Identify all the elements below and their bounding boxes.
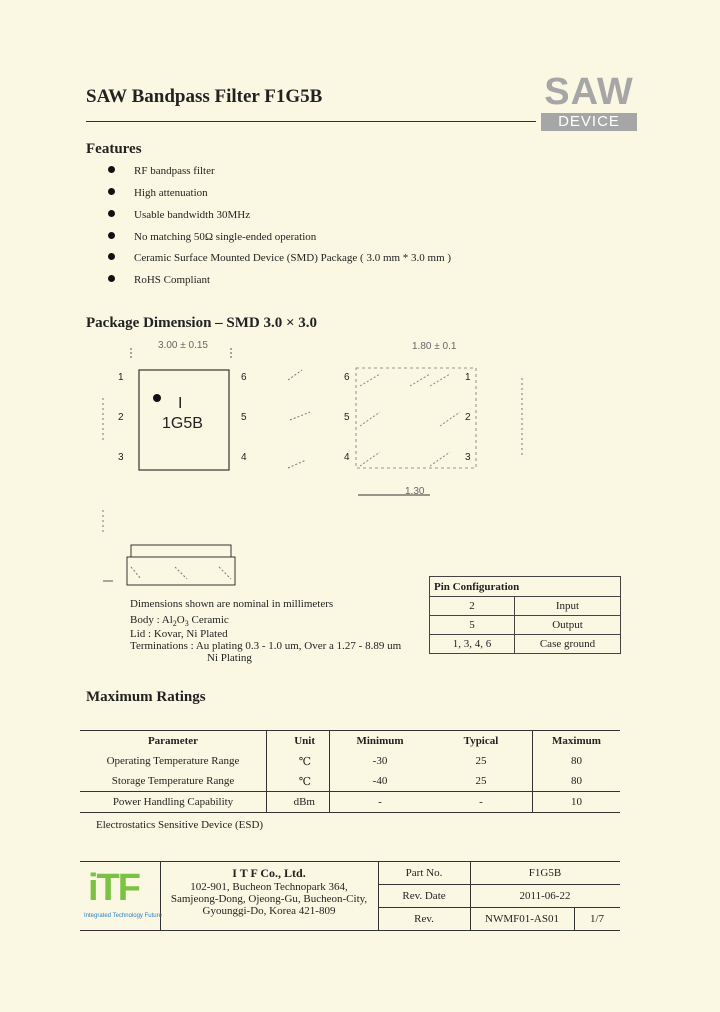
part-no-value: F1G5B — [470, 862, 620, 885]
package-side-view — [95, 505, 240, 590]
terminations-note: Terminations : Au plating 0.3 - 1.0 um, Over a 1.27 - 8.89 um — [130, 640, 402, 652]
page-number: 1/7 — [589, 913, 605, 925]
bullet-icon — [108, 232, 115, 239]
pin-label: 5 — [344, 412, 350, 423]
bullet-icon — [108, 253, 115, 260]
page-title: SAW Bandpass Filter F1G5B — [86, 86, 323, 107]
features-heading: Features — [86, 141, 142, 157]
feature-item: No matching 50Ω single-ended operation — [108, 231, 316, 243]
pin-config-table — [429, 576, 621, 654]
pin-label: 3 — [118, 452, 124, 463]
pin-label: 2 — [465, 412, 471, 423]
feature-item: High attenuation — [108, 187, 208, 199]
pin-label: 5 — [241, 412, 247, 423]
itf-logo-mark: iTF — [88, 867, 139, 909]
saw-device-logo — [541, 73, 637, 133]
lid-note: Lid : Kovar, Ni Plated — [130, 628, 228, 640]
terminations-note-cont: Ni Plating — [207, 652, 252, 664]
table-row: 1, 3, 4, 6 Case ground — [430, 635, 621, 654]
pin-label: 3 — [465, 452, 471, 463]
itf-logo — [80, 862, 161, 930]
package-bottom-view — [330, 338, 530, 498]
dim-width-label: 3.00 ± 0.15 — [158, 340, 208, 351]
pin-label: 2 — [118, 412, 124, 423]
bullet-icon — [108, 275, 115, 282]
rev-date-value: 2011-06-22 — [470, 885, 620, 908]
pin-label: 1 — [118, 372, 124, 383]
max-ratings-heading: Maximum Ratings — [86, 689, 206, 705]
feature-item: Ceramic Surface Mounted Device (SMD) Package ( 3.0 mm * 3.0 mm ) — [108, 252, 451, 264]
pin-config-heading: Pin Configuration — [430, 577, 621, 597]
package-heading: Package Dimension – SMD 3.0 × 3.0 — [86, 315, 318, 331]
pad-view — [280, 360, 320, 470]
footer — [80, 861, 620, 931]
dim-height-label: 1.80 ± 0.1 — [412, 341, 457, 352]
body-note: Body : $Al_2O_3$ Ceramic — [130, 614, 229, 629]
pin-label: 1 — [465, 372, 471, 383]
table-header-row: Parameter Unit Minimum Typical Maximum — [80, 731, 620, 752]
pin-label: 4 — [241, 452, 247, 463]
rev-date-label: Rev. Date — [378, 885, 471, 908]
pin-label: 6 — [241, 372, 247, 383]
table-row: Storage Temperature Range ℃ -40 25 80 — [80, 771, 620, 792]
marking-line1: I — [178, 395, 183, 412]
feature-item: Usable bandwidth 30MHz — [108, 209, 250, 221]
table-row: Power Handling Capability dBm - - 10 — [80, 792, 620, 813]
address-line: Gyounggi-Do, Korea 421-809 — [202, 905, 336, 917]
table-row: Operating Temperature Range ℃ -30 25 80 — [80, 751, 620, 771]
address-line: 102-901, Bucheon Technopark 364, — [190, 881, 348, 893]
dim-bottom-label: 1.30 — [405, 486, 425, 497]
company-block — [160, 862, 379, 930]
logo-saw-text: SAW — [544, 71, 634, 113]
itf-logo-tagline: Integrated Technology Future — [84, 913, 162, 919]
pin-label: 6 — [344, 372, 350, 383]
bullet-icon — [108, 188, 115, 195]
max-ratings-table — [80, 730, 620, 813]
part-no-label: Part No. — [378, 862, 471, 885]
esd-note: Electrostatics Sensitive Device (ESD) — [96, 819, 264, 831]
bullet-icon — [108, 166, 115, 173]
rev-label: Rev. — [378, 908, 471, 930]
logo-device-text: DEVICE — [541, 113, 637, 131]
rev-value: NWMF01-AS01 — [470, 908, 575, 930]
title-divider — [86, 121, 536, 122]
address-line: Samjeong-Dong, Ojeong-Gu, Bucheon-City, — [170, 893, 368, 905]
table-row: 2 Input — [430, 597, 621, 616]
table-row: 5 Output — [430, 616, 621, 635]
bullet-icon — [108, 210, 115, 217]
marking-line2: 1G5B — [162, 415, 203, 432]
feature-item: RF bandpass filter — [108, 165, 215, 177]
feature-item: RoHS Compliant — [108, 274, 210, 286]
pin1-marker-icon — [153, 394, 161, 402]
company-name: I T F Co., Ltd. — [232, 866, 306, 880]
bottom-outline — [356, 368, 476, 468]
dimension-note: Dimensions shown are nominal in millimeters — [130, 598, 334, 610]
pin-label: 4 — [344, 452, 350, 463]
